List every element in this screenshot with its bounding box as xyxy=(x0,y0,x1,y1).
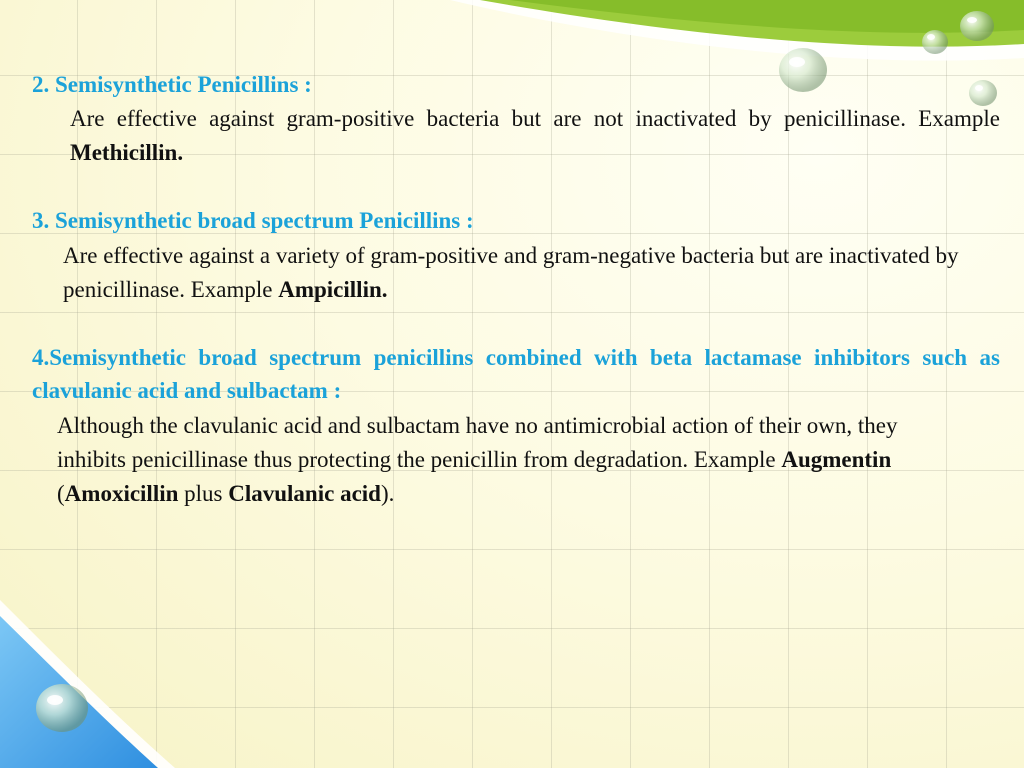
section-4-ingredient-1: Amoxicillin xyxy=(64,481,179,506)
section-4-example: Augmentin xyxy=(781,447,892,472)
section-4-heading: 4.Semisynthetic broad spectrum penicillins combined with beta lactamase inhibitors such as clavulanic acid and sulbactam : xyxy=(32,345,1000,403)
section-4-paren-open: ( xyxy=(57,481,65,506)
section-4-text: Although the clavulanic acid and sulbactam have no antimicrobial action of their own, they inhibits penicillinase thus protecting the penicillin from degradation. Example xyxy=(57,413,898,472)
section-3-heading: 3. Semisynthetic broad spectrum Penicillins : xyxy=(32,208,474,233)
section-2-body xyxy=(70,102,1000,170)
section-4-body xyxy=(57,409,967,511)
section-4-paren-close: ). xyxy=(380,481,395,506)
section-2-text: Are effective against gram-positive bacteria but are not inactivated by penicillinase. Example xyxy=(70,106,1000,131)
section-3-text: Are effective against a variety of gram-positive and gram-negative bacteria but are inactivated by penicillinase. Example xyxy=(63,243,959,302)
section-4-ingredient-2: Clavulanic acid xyxy=(228,481,381,506)
section-2-example: Methicillin. xyxy=(70,140,184,165)
section-3-example: Ampicillin. xyxy=(278,277,388,302)
section-4-plus: plus xyxy=(178,481,229,506)
section-3-body xyxy=(63,239,968,307)
section-2-heading: 2. Semisynthetic Penicillins : xyxy=(32,72,312,97)
